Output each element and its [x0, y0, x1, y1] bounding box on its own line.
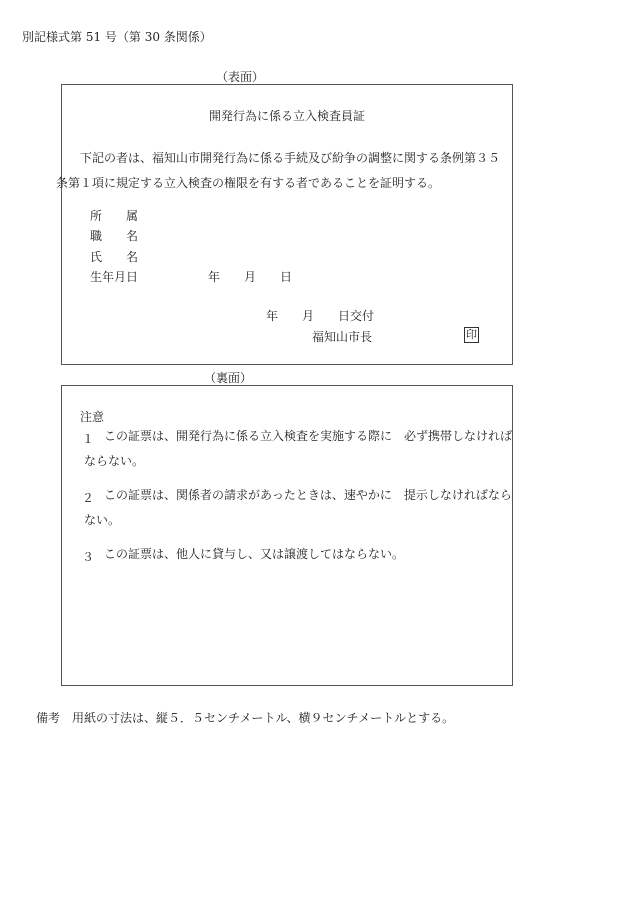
issuer: 福知山市長	[312, 330, 373, 344]
item-2-number: ２	[82, 491, 95, 505]
item-1-text: この証票は、開発行為に係る立入検査を実施する際に 必ず携帯しなければならない。	[84, 429, 513, 468]
card-title: 開発行為に係る立入検査員証	[208, 109, 365, 123]
seal-mark: 印	[466, 328, 477, 341]
name-label: 氏 名	[90, 250, 139, 264]
form-number: 別記様式第 51 号（第 30 条関係）	[22, 30, 212, 44]
job-title-label: 職 名	[90, 229, 139, 243]
remarks-note: 備考 用紙の寸法は、縦５．５センチメートル、横９センチメートルとする。	[36, 711, 455, 725]
item-1-number: １	[82, 432, 95, 446]
affiliation-label: 所 属	[90, 209, 139, 223]
back-side-label: （裏面）	[204, 371, 253, 385]
back-card	[61, 385, 513, 686]
item-3-number: ３	[82, 550, 95, 564]
issue-date: 年 月 日交付	[266, 309, 375, 323]
front-card	[56, 84, 513, 365]
birth-date-label: 生年月日	[90, 270, 139, 284]
item-3-text: この証票は、他人に貸与し、又は譲渡してはならない。	[104, 547, 405, 561]
birth-date-value: 年 月 日	[208, 270, 293, 284]
item-2-text: この証票は、関係者の請求があったときは、速やかに 提示しなければならない。	[84, 488, 512, 527]
caution-heading: 注意	[80, 410, 105, 424]
certification-text: 下記の者は、福知山市開発行為に係る手続及び紛争の調整に関する条例第３５条第１項に規定する立入検査の権限を有する者であることを証明する。	[56, 151, 501, 190]
front-side-label: （表面）	[216, 70, 265, 84]
